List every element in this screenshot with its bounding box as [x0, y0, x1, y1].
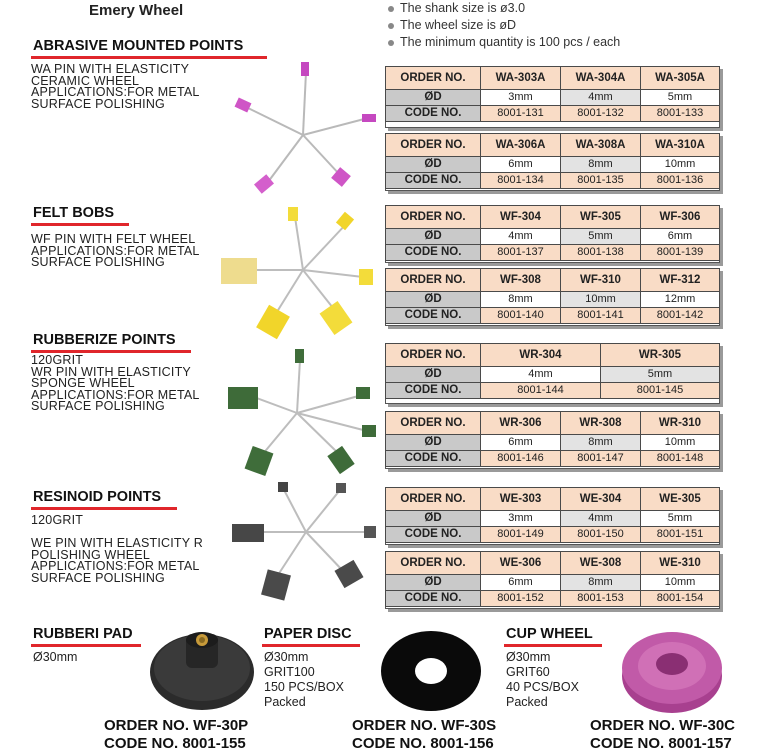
paper-disc-image — [380, 630, 482, 712]
code-label: CODE NO. — [386, 106, 481, 122]
order-label: ORDER NO. — [386, 344, 481, 367]
order-cell: WE-305 — [641, 488, 720, 511]
bullet-item: The shank size is ø3.0 — [388, 0, 620, 17]
code-cell: 8001-133 — [641, 106, 720, 122]
size-label: ØD — [386, 157, 481, 173]
code-cell: 8001-145 — [601, 383, 720, 399]
order-cell: WR-310 — [641, 412, 720, 435]
order-row — [386, 67, 720, 90]
order-row — [386, 552, 720, 575]
size-cell: 4mm — [561, 90, 641, 106]
size-cell: 10mm — [641, 157, 720, 173]
section-description: WA PIN WITH ELASTICITY CERAMIC WHEEL APPLICATIONS:FOR METAL SURFACE POLISHING — [31, 62, 200, 111]
size-label: ØD — [386, 435, 481, 451]
code-row — [386, 527, 720, 543]
order-cell: WR-308 — [561, 412, 641, 435]
code-cell: 8001-137 — [481, 245, 561, 261]
order-label: ORDER NO. — [386, 412, 481, 435]
order-cell: WF-312 — [641, 269, 720, 292]
size-cell: 5mm — [641, 90, 720, 106]
order-cell: WF-310 — [561, 269, 641, 292]
spec-table-we-1 — [385, 487, 720, 543]
code-cell: 8001-132 — [561, 106, 641, 122]
code-cell: 8001-139 — [641, 245, 720, 261]
product-title-cup-wheel: CUP WHEEL — [506, 626, 593, 642]
size-label: ØD — [386, 367, 481, 383]
order-row — [386, 488, 720, 511]
order-cell: WF-306 — [641, 206, 720, 229]
code-row — [386, 106, 720, 122]
cup-wheel-image — [620, 628, 724, 714]
code-label: CODE NO. — [386, 383, 481, 399]
spec-table-wa-1 — [385, 66, 720, 122]
size-cell: 8mm — [561, 157, 641, 173]
order-cell: WE-310 — [641, 552, 720, 575]
code-cell: 8001-141 — [561, 308, 641, 324]
felt-bobs-image — [215, 205, 380, 340]
bullet-item: The minimum quantity is 100 pcs / each — [388, 34, 620, 51]
code-cell: 8001-149 — [481, 527, 561, 543]
section-underline — [262, 644, 360, 647]
section-underline — [31, 507, 177, 510]
order-row — [386, 269, 720, 292]
spec-bullet-list — [388, 0, 620, 51]
size-row — [386, 292, 720, 308]
spec-table-wr-1 — [385, 343, 720, 399]
section-underline — [31, 56, 267, 59]
abrasive-points-image — [228, 60, 378, 200]
code-row — [386, 308, 720, 324]
order-cell: WA-308A — [561, 134, 641, 157]
size-cell: 8mm — [481, 292, 561, 308]
spec-table-wa-2 — [385, 133, 720, 189]
order-row — [386, 412, 720, 435]
size-cell: 10mm — [641, 575, 720, 591]
size-cell: 6mm — [481, 435, 561, 451]
code-row — [386, 173, 720, 189]
order-label: ORDER NO. — [386, 206, 481, 229]
code-cell: 8001-152 — [481, 591, 561, 607]
section-underline — [31, 644, 141, 647]
product-code-no: CODE NO. 8001-155 — [104, 735, 246, 752]
size-cell: 4mm — [561, 511, 641, 527]
bullet-dot-icon — [388, 6, 394, 12]
order-row — [386, 206, 720, 229]
code-row — [386, 245, 720, 261]
code-cell: 8001-140 — [481, 308, 561, 324]
code-label: CODE NO. — [386, 527, 481, 543]
resinoid-points-image — [228, 480, 378, 605]
order-cell: WA-310A — [641, 134, 720, 157]
code-cell: 8001-142 — [641, 308, 720, 324]
size-cell: 8mm — [561, 575, 641, 591]
code-cell: 8001-151 — [641, 527, 720, 543]
size-label: ØD — [386, 511, 481, 527]
size-cell: 5mm — [561, 229, 641, 245]
size-label: ØD — [386, 575, 481, 591]
size-cell: 3mm — [481, 511, 561, 527]
code-cell: 8001-146 — [481, 451, 561, 467]
size-row — [386, 229, 720, 245]
product-order-no: ORDER NO. WF-30C — [590, 717, 736, 734]
size-row — [386, 90, 720, 106]
size-row — [386, 511, 720, 527]
size-cell: 5mm — [601, 367, 720, 383]
size-row — [386, 157, 720, 173]
order-cell: WF-304 — [481, 206, 561, 229]
product-order-no: ORDER NO. WF-30P — [104, 717, 249, 734]
code-label: CODE NO. — [386, 591, 481, 607]
order-cell: WE-306 — [481, 552, 561, 575]
bullet-dot-icon — [388, 40, 394, 46]
product-description: Ø30mm — [33, 650, 78, 664]
order-cell: WR-305 — [601, 344, 720, 367]
size-cell: 3mm — [481, 90, 561, 106]
size-cell: 5mm — [641, 511, 720, 527]
product-code-no: CODE NO. 8001-157 — [590, 735, 732, 752]
rubberi-pad-image — [148, 628, 256, 712]
code-cell: 8001-148 — [641, 451, 720, 467]
product-order-no: ORDER NO. WF-30S — [352, 717, 497, 734]
size-label: ØD — [386, 90, 481, 106]
order-cell: WE-304 — [561, 488, 641, 511]
order-cell: WR-304 — [481, 344, 601, 367]
code-label: CODE NO. — [386, 173, 481, 189]
spec-table-wr-2 — [385, 411, 720, 467]
code-cell: 8001-134 — [481, 173, 561, 189]
order-label: ORDER NO. — [386, 134, 481, 157]
order-cell: WA-305A — [641, 67, 720, 90]
order-label: ORDER NO. — [386, 552, 481, 575]
product-title-paper-disc: PAPER DISC — [264, 626, 352, 642]
size-cell: 12mm — [641, 292, 720, 308]
code-cell: 8001-138 — [561, 245, 641, 261]
code-label: CODE NO. — [386, 451, 481, 467]
product-description: Ø30mm GRIT60 40 PCS/BOX Packed — [506, 650, 579, 709]
product-title-rubberi-pad: RUBBERI PAD — [33, 626, 133, 642]
code-cell: 8001-136 — [641, 173, 720, 189]
rubberize-points-image — [222, 345, 382, 480]
order-cell: WE-303 — [481, 488, 561, 511]
order-cell: WF-305 — [561, 206, 641, 229]
order-cell: WR-306 — [481, 412, 561, 435]
order-label: ORDER NO. — [386, 488, 481, 511]
size-cell: 10mm — [561, 292, 641, 308]
size-cell: 10mm — [641, 435, 720, 451]
order-label: ORDER NO. — [386, 269, 481, 292]
code-cell: 8001-135 — [561, 173, 641, 189]
code-label: CODE NO. — [386, 308, 481, 324]
size-row — [386, 435, 720, 451]
size-row — [386, 367, 720, 383]
order-cell: WE-308 — [561, 552, 641, 575]
size-cell: 6mm — [481, 157, 561, 173]
section-description: WF PIN WITH FELT WHEEL APPLICATIONS:FOR METAL SURFACE POLISHING — [31, 232, 200, 269]
section-description: 120GRIT WE PIN WITH ELASTICITY R POLISHING WHEEL APPLICATIONS:FOR METAL SURFACE POLISHING — [31, 513, 203, 585]
order-cell: WA-303A — [481, 67, 561, 90]
code-cell: 8001-153 — [561, 591, 641, 607]
section-underline — [504, 644, 602, 647]
size-cell: 4mm — [481, 367, 601, 383]
size-label: ØD — [386, 229, 481, 245]
code-cell: 8001-150 — [561, 527, 641, 543]
code-cell: 8001-144 — [481, 383, 601, 399]
size-row — [386, 575, 720, 591]
section-title-abrasive: ABRASIVE MOUNTED POINTS — [33, 38, 244, 54]
section-title-rubberize: RUBBERIZE POINTS — [33, 332, 176, 348]
code-cell: 8001-147 — [561, 451, 641, 467]
spec-table-we-2 — [385, 551, 720, 607]
size-cell: 6mm — [641, 229, 720, 245]
spec-table-wf-2 — [385, 268, 720, 324]
order-row — [386, 344, 720, 367]
bullet-dot-icon — [388, 23, 394, 29]
code-cell: 8001-131 — [481, 106, 561, 122]
code-label: CODE NO. — [386, 245, 481, 261]
bullet-item: The wheel size is øD — [388, 17, 620, 34]
spec-table-wf-1 — [385, 205, 720, 261]
code-row — [386, 383, 720, 399]
size-cell: 8mm — [561, 435, 641, 451]
page-title: Emery Wheel — [89, 2, 184, 19]
product-code-no: CODE NO. 8001-156 — [352, 735, 494, 752]
size-cell: 4mm — [481, 229, 561, 245]
order-cell: WF-308 — [481, 269, 561, 292]
size-label: ØD — [386, 292, 481, 308]
order-cell: WA-304A — [561, 67, 641, 90]
order-cell: WA-306A — [481, 134, 561, 157]
section-title-resinoid: RESINOID POINTS — [33, 489, 162, 505]
product-description: Ø30mm GRIT100 150 PCS/BOX Packed — [264, 650, 344, 709]
order-label: ORDER NO. — [386, 67, 481, 90]
section-underline — [31, 223, 129, 226]
code-row — [386, 591, 720, 607]
section-description: 120GRIT WR PIN WITH ELASTICITY SPONGE WHEEL APPLICATIONS:FOR METAL SURFACE POLISHING — [31, 353, 200, 413]
section-title-felt-bobs: FELT BOBS — [33, 205, 115, 221]
code-cell: 8001-154 — [641, 591, 720, 607]
order-row — [386, 134, 720, 157]
size-cell: 6mm — [481, 575, 561, 591]
code-row — [386, 451, 720, 467]
